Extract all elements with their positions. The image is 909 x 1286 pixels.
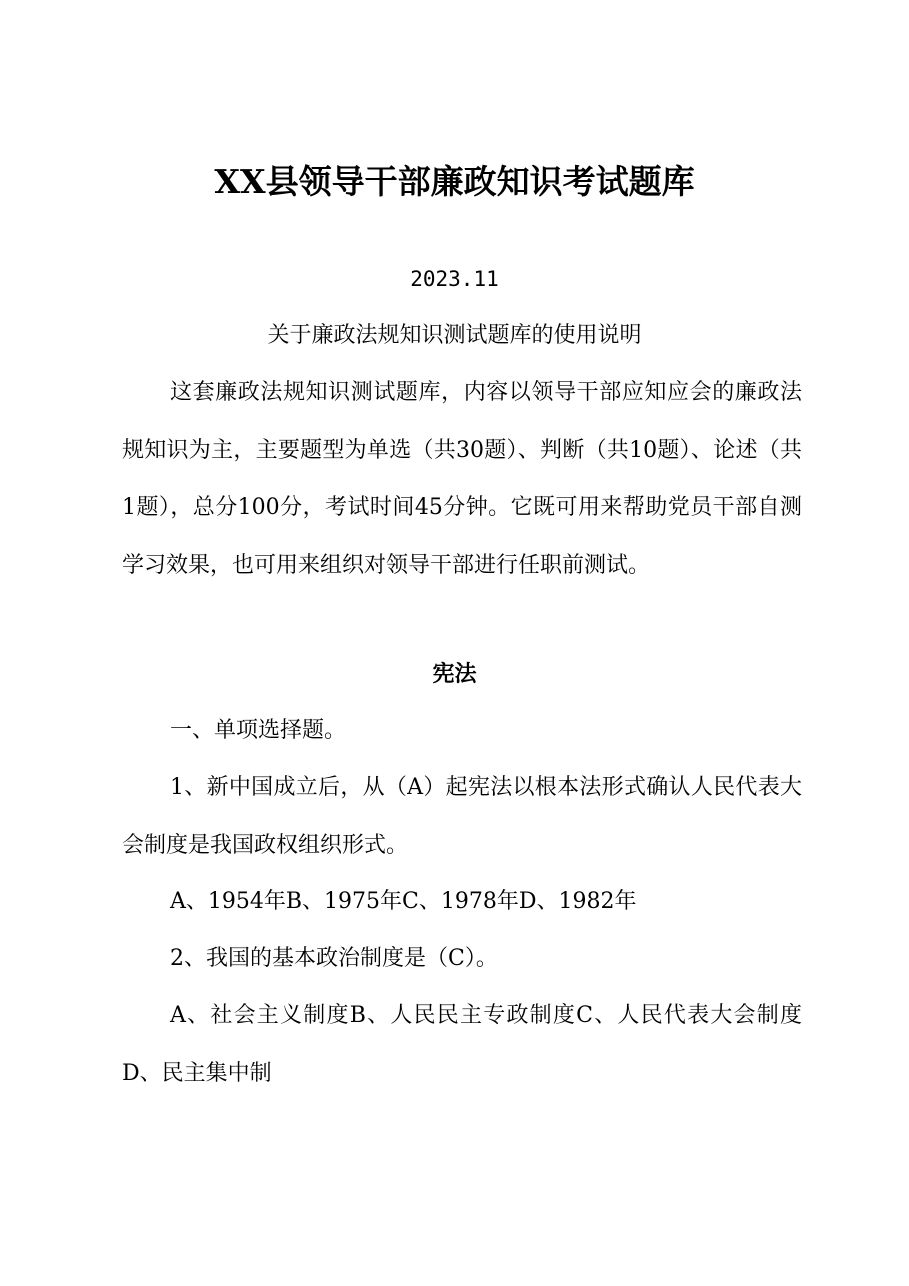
document-subtitle: 关于廉政法规知识测试题库的使用说明 <box>267 323 642 348</box>
section-heading: 宪法 <box>432 661 477 687</box>
question-2-text: 2、我国的基本政治制度是（C）。 <box>170 946 498 971</box>
question-1-options: A、1954年B、1975年C、1978年D、1982年 <box>170 889 637 914</box>
question-type-heading: 一、单项选择题。 <box>170 718 347 743</box>
question-1-text: 1、新中国成立后，从（A）起宪法以根本法形式确认人民代表大会制度是我国政权组织形式。 <box>122 775 802 858</box>
document-title: XX县领导干部廉政知识考试题库 <box>214 162 695 201</box>
document-date: 2023.11 <box>410 267 499 291</box>
question-2-options: A、社会主义制度B、人民民主专政制度C、人民代表大会制度D、民主集中制 <box>122 1003 802 1086</box>
intro-paragraph: 这套廉政法规知识测试题库，内容以领导干部应知应会的廉政法规知识为主，主要题型为单选（共30题）、判断（共10题）、论述（共1题），总分100分，考试时间45分钟。它既可用来帮助党员干部自测学习效果，也可用来组织对领导干部进行任职前测试。 <box>122 380 802 578</box>
